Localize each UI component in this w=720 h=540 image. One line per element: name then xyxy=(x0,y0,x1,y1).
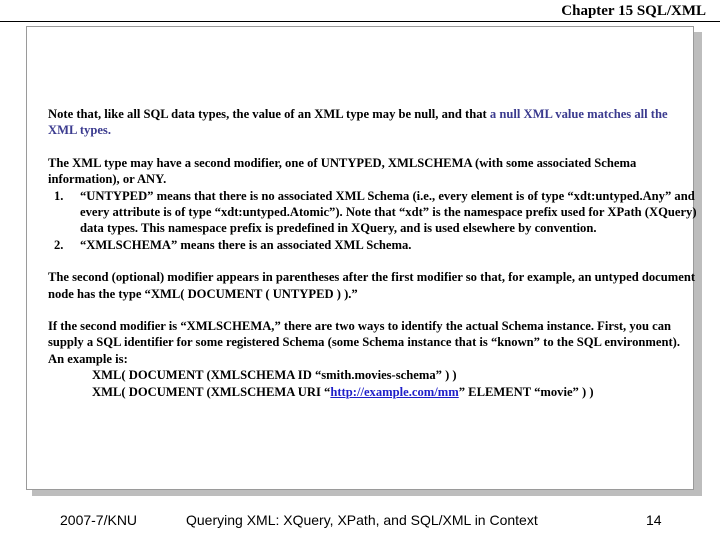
example-url-link[interactable]: http://example.com/mm xyxy=(330,384,459,399)
page-number: 14 xyxy=(646,512,662,528)
code-example-id: XML( DOCUMENT (XMLSCHEMA ID “smith.movies-schema” ) ) xyxy=(92,368,457,383)
slide-content xyxy=(48,106,698,400)
highlighted-text: a null XML value matches all the XML types. xyxy=(48,107,668,138)
paragraph-null-xml xyxy=(48,106,698,139)
paragraph-second-modifier: The XML type may have a second modifier, one of UNTYPED, XMLSCHEMA (with some associated Schema information), or ANY. xyxy=(48,155,637,187)
paragraph-optional-modifier: The second (optional) modifier appears in parentheses after the first modifier so that, for example, an untyped document node has the type “XML( DOCUMENT ( UNTYPED ) ).” xyxy=(48,270,696,301)
list-number: 1. xyxy=(54,188,64,203)
paragraph-xmlschema: If the second modifier is “XMLSCHEMA,” there are two ways to identify the actual Schema instance. First, you can supply a SQL identifier for some registered Schema (some Schema instance that is “known” to the SQL environment). An example is: xyxy=(48,319,681,366)
footer-title: Querying XML: XQuery, XPath, and SQL/XML in Context xyxy=(186,512,538,528)
code-uri-after: ” ELEMENT “movie” ) ) xyxy=(458,384,594,399)
modifier-list xyxy=(48,188,698,254)
code-uri-before: XML( DOCUMENT (XMLSCHEMA URI “ xyxy=(92,384,331,399)
paragraph-null-text: Note that, like all SQL data types, the value of an XML type may be null, and that xyxy=(48,107,490,121)
code-example-uri xyxy=(48,384,698,400)
footer-date: 2007-7/KNU xyxy=(60,512,138,528)
chapter-header: Chapter 15 SQL/XML xyxy=(561,3,706,19)
list-text: “UNTYPED” means that there is no associated XML Schema (i.e., every element is of type “xdt:untyped.Any” and every attribute is of type “xdt:untyped.Atomic”). Note that “xdt” is the namespace prefix used for XPath (XQuery) data types. This namespace prefix is predefined in XQuery, and is used elsewhere by convention. xyxy=(80,188,697,236)
list-number: 2. xyxy=(54,237,64,252)
list-item xyxy=(48,237,698,253)
header-rule xyxy=(0,21,720,22)
slide-footer xyxy=(0,512,720,532)
list-item xyxy=(48,188,698,237)
list-text: “XMLSCHEMA” means there is an associated XML Schema. xyxy=(80,237,412,252)
